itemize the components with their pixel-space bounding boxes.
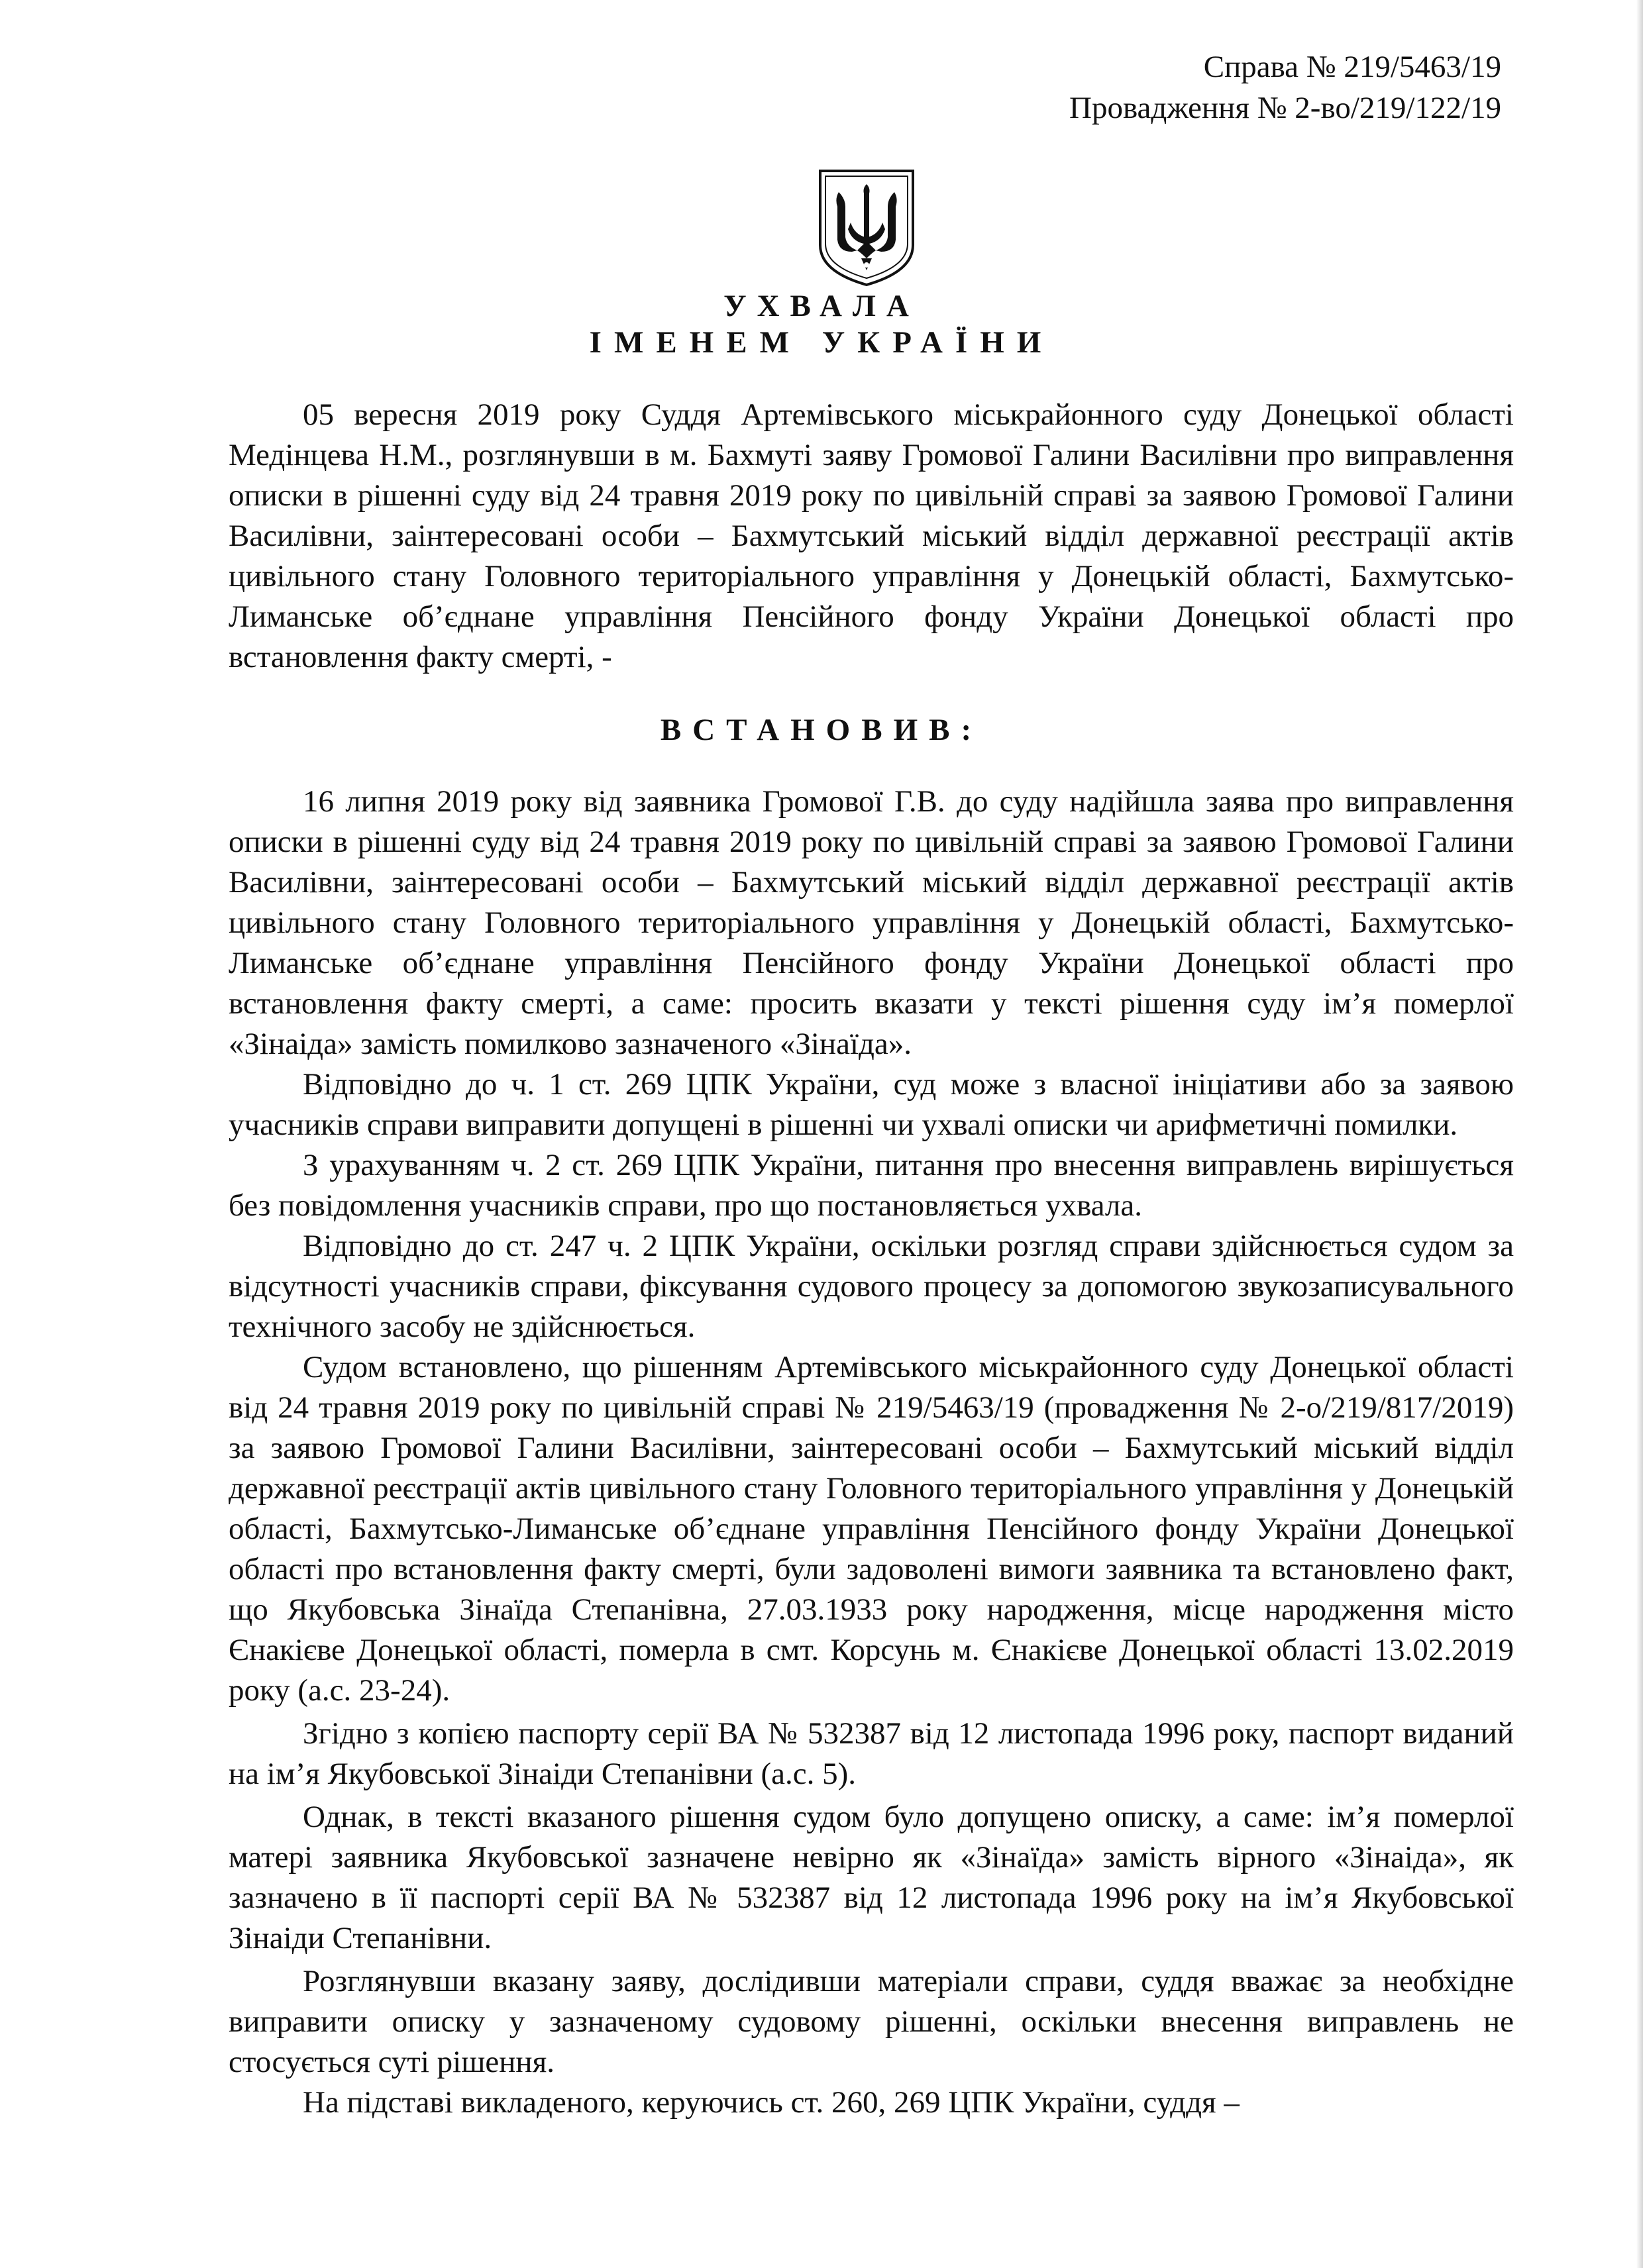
- document-subtitle: ІМЕНЕМ УКРАЇНИ: [589, 325, 1054, 360]
- intro-paragraph: 05 вересня 2019 року Суддя Артемівського міськрайонного суду Донецької області Медінцева Н.М., розглянувши в м. Бахмуті заяву Громової Галини Василівни про виправлення описки в рішенні суду від 24 травня 2019 року по цивільній справі за заявою Громової Галини Василівни, заінтересовані особи – Бахмутський міський відділ державної реєстрації актів цивільного стану Головного територіального управління у Донецькій області, Бахмутсько-Лиманське об’єднане управління Пенсійного фонду України Донецької області про встановлення факту смерті, -: [229, 397, 1514, 674]
- proceeding-number: Провадження № 2-во/219/122/19: [1069, 91, 1501, 125]
- case-number: Справа № 219/5463/19: [1203, 50, 1501, 84]
- intro-block: [229, 395, 1514, 678]
- body-paragraph-8: Розглянувши вказану заяву, дослідивши матеріали справи, суддя вважає за необхідне виправити описку у зазначеному судовому рішенні, оскільки внесення виправлень не стосується суті рішення.: [229, 1964, 1514, 2079]
- body-paragraph-3: З урахуванням ч. 2 ст. 269 ЦПК України, питання про внесення виправлень вирішується без повідомлення учасників справи, про що постановляється ухвала.: [229, 1148, 1514, 1223]
- case-header: [1069, 46, 1501, 129]
- body-paragraph-4: Відповідно до ст. 247 ч. 2 ЦПК України, оскільки розгляд справи здійснюється судом за відсутності учасників справи, фіксування судового процесу за допомогою звукозаписувального технічного засобу не здійснюється.: [229, 1229, 1514, 1344]
- document-title: УХВАЛА: [723, 289, 920, 323]
- section-heading: ВСТАНОВИВ:: [660, 713, 983, 747]
- body-paragraph-9: На підставі викладеного, керуючись ст. 260, 269 ЦПК України, суддя –: [303, 2085, 1240, 2120]
- body-paragraph-2: Відповідно до ч. 1 ст. 269 ЦПК України, суд може з власної ініціативи або за заявою учасників справи виправити допущені в рішенні чи ухвалі описки чи арифметичні помилки.: [229, 1067, 1514, 1142]
- body-paragraph-1: 16 липня 2019 року від заявника Громової Г.В. до суду надійшла заява про виправлення описки в рішенні суду від 24 травня 2019 року по цивільній справі за заявою Громової Галини Василівни, заінтересовані особи – Бахмутський міський відділ державної реєстрації актів цивільного стану Головного територіального управління у Донецькій області, Бахмутсько-Лиманське об’єднане управління Пенсійного фонду України Донецької області про встановлення факту смерті, а саме: просить вказати у тексті рішення суду ім’я померлої «Зінаіда» замість помилково зазначеного «Зінаїда».: [229, 784, 1514, 1061]
- body-paragraph-5: Судом встановлено, що рішенням Артемівського міськрайонного суду Донецької області від 24 травня 2019 року по цивільній справі № 219/5463/19 (провадження № 2-о/219/817/2019) за заявою Громової Галини Василівни, заінтересовані особи – Бахмутський міський відділ державної реєстрації актів цивільного стану Головного територіального управління у Донецькій області, Бахмутсько-Лиманське об’єднане управління Пенсійного фонду України Донецької області про встановлення факту смерті, були задоволені вимоги заявника та встановлено факт, що Якубовська Зінаїда Степанівна, 27.03.1933 року народження, місце народження місто Єнакієве Донецької області, померла в смт. Корсунь м. Єнакієве Донецької області 13.02.2019 року (а.с. 23-24).: [229, 1350, 1514, 1708]
- body-paragraph-6: Згідно з копією паспорту серії ВА № 532387 від 12 листопада 1996 року, паспорт виданий на ім’я Якубовської Зінаіди Степанівни (а.с. 5).: [229, 1716, 1514, 1791]
- body-paragraph-7: Однак, в тексті вказаного рішення судом було допущено описку, а саме: ім’я померлої матері заявника Якубовської зазначене невірно як «Зінаїда» замість вірного «Зінаіда», як зазначено в її паспорті серії ВА № 532387 від 12 листопада 1996 року на ім’я Якубовської Зінаіди Степанівни.: [229, 1800, 1514, 1955]
- tryzub-coat-of-arms-icon: [814, 166, 920, 288]
- body-block: [229, 782, 1514, 2123]
